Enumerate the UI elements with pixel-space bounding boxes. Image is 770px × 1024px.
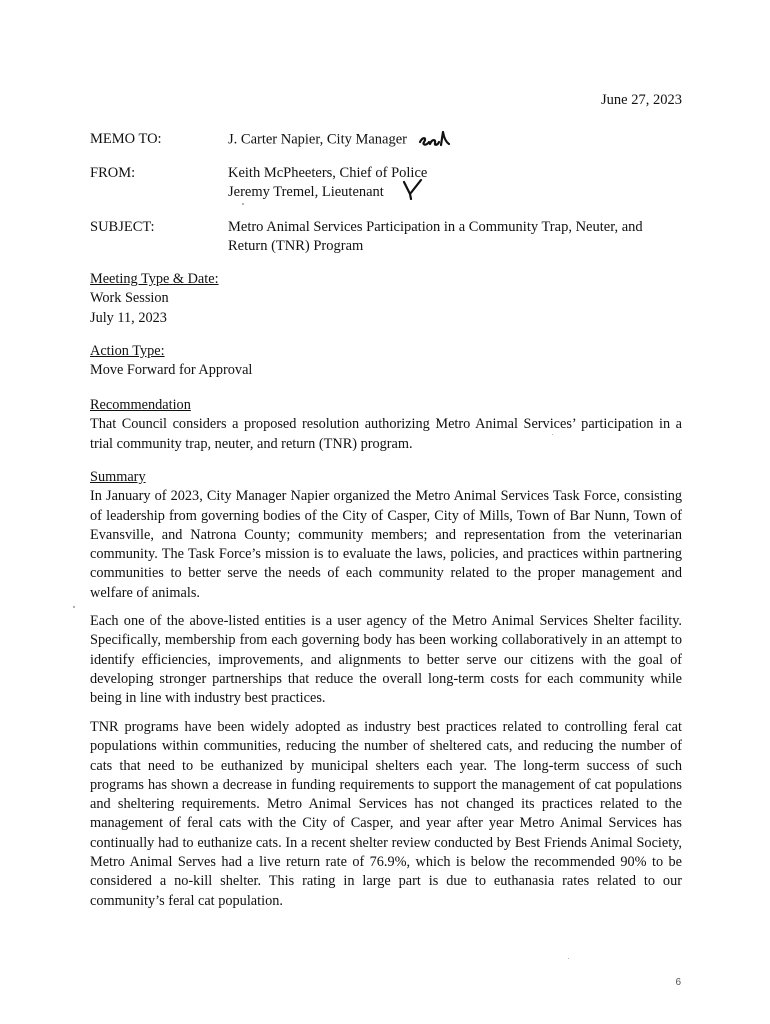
page-number: 6 xyxy=(675,977,681,988)
from-line-1: Keith McPheeters, Chief of Police xyxy=(228,165,428,181)
from-values xyxy=(228,164,683,202)
scan-speck xyxy=(73,606,75,608)
from-line-2: Jeremy Tremel, Lieutenant xyxy=(228,184,384,200)
recommendation-heading: Recommendation xyxy=(90,397,191,413)
subject-label: SUBJECT: xyxy=(90,219,155,235)
from-label: FROM: xyxy=(90,165,136,181)
subject-values xyxy=(228,218,683,256)
memo-to-label: MEMO TO: xyxy=(90,131,162,147)
summary-paragraph-3-wrap xyxy=(90,718,682,911)
action-heading: Action Type: xyxy=(90,343,165,359)
summary-paragraph-2: Each one of the above-listed entities is a user agency of the Metro Animal Services Shelter facility. Specifically, membership from each governing body has been working collaboratively in an attempt to identify efficiencies, improvements, and alignments to better serve our citizens with the goal of developing stronger partnerships that reduce the overall long-term costs for each community while being in line with industry best practices. xyxy=(90,613,682,707)
meeting-date: July 11, 2023 xyxy=(90,309,167,326)
checkmark-signature-icon xyxy=(401,178,425,200)
summary-paragraph-3: TNR programs have been widely adopted as industry best practices related to controlling feral cat populations within communities, reducing the number of sheltered cats, and reducing the number of cats that need to be euthanized by municipal shelters each year. The long-term success of such programs has shown a decrease in funding requirements to support the management of cat populations and sheltering requirements. Metro Animal Services has not changed its practices related to the management of feral cats with the City of Casper, and year after year Metro Animal Services has continually had to euthanize cats. In a recent shelter review conducted by Best Friends Animal Society, Metro Animal Serves had a live return rate of 76.9%, which is below the recommended 90% to be considered a no-kill shelter. This rating in large part is due to euthanasia rates related to our community’s feral cat population. xyxy=(90,719,682,909)
recommendation-text: That Council considers a proposed resolution authorizing Metro Animal Services’ participation in a trial community trap, neuter, and return (TNR) program. xyxy=(90,416,682,452)
memo-to-value: J. Carter Napier, City Manager xyxy=(228,131,407,148)
action-value: Move Forward for Approval xyxy=(90,362,253,379)
summary-paragraph-2-wrap xyxy=(90,612,682,708)
recommendation-section xyxy=(90,396,682,454)
subject-line-2: Return (TNR) Program xyxy=(228,238,364,254)
summary-paragraph-1: In January of 2023, City Manager Napier organized the Metro Animal Services Task Force, consisting of leadership from governing bodies of the City of Casper, City of Mills, Town of Bar Nunn, Town of Evansville, and Natrona County; community members; and representation from the veterinarian community. The Task Force’s mission is to evaluate the laws, policies, and practices within partnering communities to better serve the needs of each community related to the proper management and welfare of animals. xyxy=(90,488,682,601)
scan-speck xyxy=(568,958,569,959)
meeting-heading: Meeting Type & Date: xyxy=(90,271,219,287)
memo-to-value-wrap xyxy=(228,130,683,150)
from-line-2-wrap xyxy=(228,183,683,202)
scan-speck xyxy=(552,434,553,435)
action-section xyxy=(90,342,682,381)
memo-date: June 27, 2023 xyxy=(601,92,682,108)
meeting-section xyxy=(90,270,682,328)
summary-section xyxy=(90,468,682,603)
initials-signature-icon xyxy=(417,130,451,150)
summary-heading: Summary xyxy=(90,469,146,485)
subject-line-1: Metro Animal Services Participation in a Community Trap, Neuter, and xyxy=(228,219,643,235)
scan-speck xyxy=(242,203,244,205)
meeting-type: Work Session xyxy=(90,290,169,307)
